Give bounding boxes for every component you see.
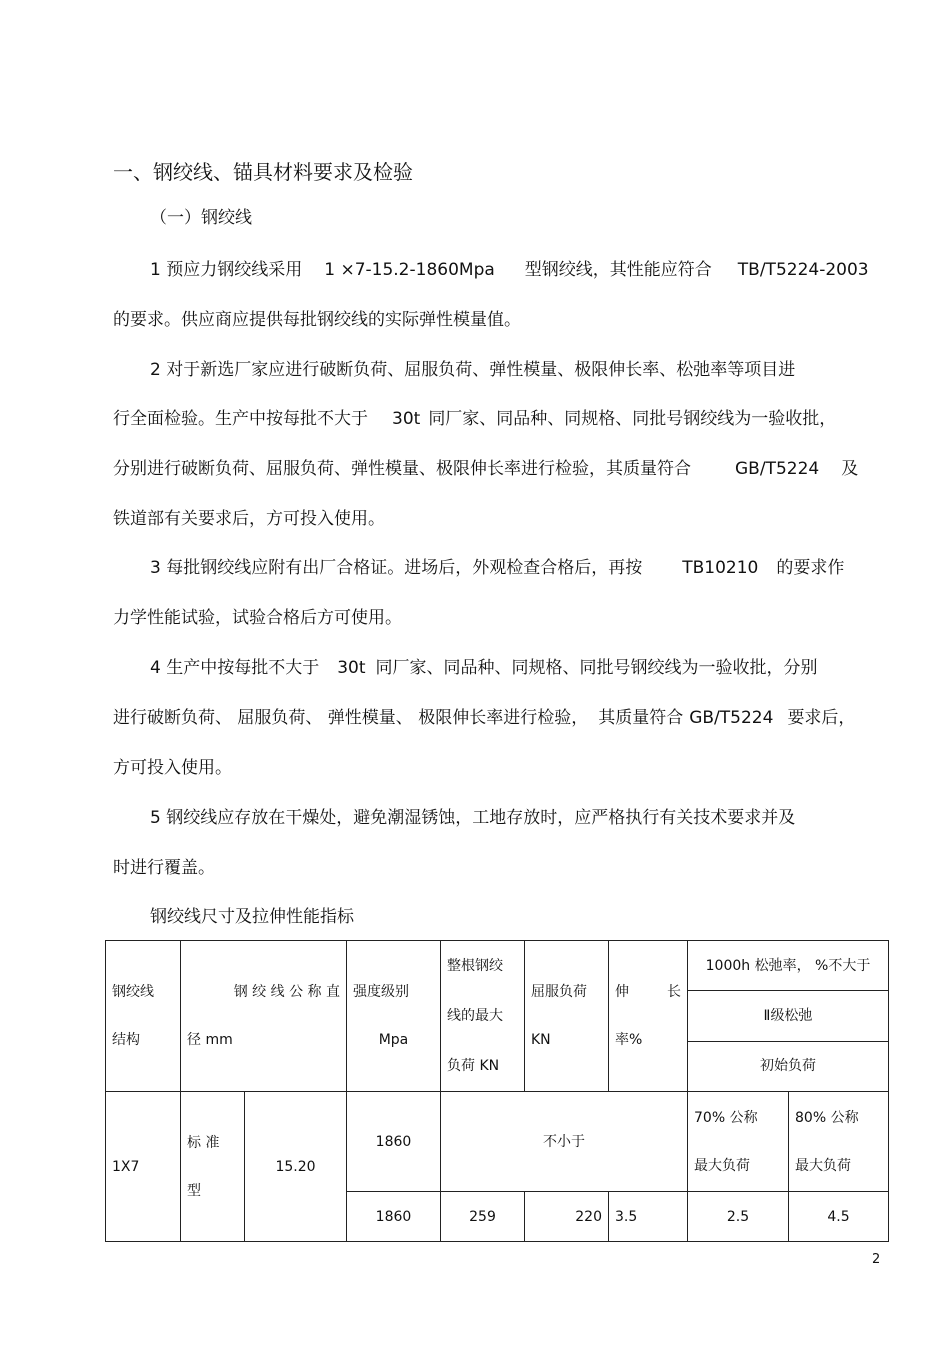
- text: Mpa: [378, 1032, 409, 1048]
- text: 其质量符合: [598, 708, 684, 728]
- cell-grade: 1860: [347, 1092, 441, 1192]
- text: 分别进行破断负荷、屈服负荷、弹性模量、极限伸长率进行检验，其质量符合: [113, 459, 691, 479]
- header-relaxation-class: Ⅱ级松弛: [688, 991, 889, 1041]
- paragraph-1-line-1: [150, 260, 869, 280]
- paragraph-3-line-2: 力学性能试验，试验合格后方可使用。: [113, 608, 402, 628]
- paragraph-2-line-1: 2 对于新选厂家应进行破断负荷、屈服负荷、弹性模量、极限伸长率、松弛率等项目进: [150, 360, 796, 380]
- text: 标 准: [187, 1134, 220, 1151]
- header-relaxation: 1000h 松弛率， %不大于: [688, 941, 889, 991]
- header-yield-load: [525, 941, 609, 1092]
- value-max-load: 259: [441, 1192, 525, 1242]
- header-grade: [347, 941, 441, 1092]
- paragraph-5-line-1: 5 钢绞线应存放在干燥处，避免潮湿锈蚀，工地存放时，应严格执行有关技术要求并及: [150, 808, 796, 828]
- text: 30t: [392, 409, 421, 429]
- text: 进行破断负荷、 屈服负荷、 弹性模量、 极限伸长率进行检验，: [113, 708, 589, 728]
- header-structure: [106, 941, 181, 1092]
- paragraph-3-line-1: [150, 558, 844, 578]
- paragraph-4-line-3: 方可投入使用。: [113, 758, 232, 778]
- text: 要求后，: [787, 708, 856, 728]
- text: 整根钢绞: [447, 958, 503, 974]
- text: 及: [841, 459, 859, 479]
- paragraph-2-line-4: 铁道部有关要求后，方可投入使用。: [113, 509, 385, 529]
- paragraph-1-line-2: 的要求。供应商应提供每批钢绞线的实际弹性模量值。: [113, 310, 521, 330]
- paragraph-4-line-1: [150, 658, 818, 678]
- section-heading: 一、钢绞线、锚具材料要求及检验: [113, 160, 413, 184]
- text: 同厂家、同品种、同规格、同批号钢绞线为一验收批，: [428, 409, 837, 429]
- text: GB/T5224: [689, 708, 774, 728]
- text: 最大负荷: [694, 1157, 750, 1174]
- header-initial-load: 初始负荷: [688, 1041, 889, 1091]
- spec-table: [105, 940, 889, 1242]
- text: 屈服负荷: [531, 984, 587, 1000]
- text: 结构: [112, 1032, 140, 1048]
- cell-type: [181, 1092, 245, 1242]
- cell-not-less-than: 不小于: [441, 1092, 688, 1192]
- table-caption: 钢绞线尺寸及拉伸性能指标: [150, 907, 354, 927]
- header-max-load: [441, 941, 525, 1092]
- value-relax-70: 2.5: [688, 1192, 789, 1242]
- text: 率%: [615, 1032, 643, 1048]
- cell-70-percent: [688, 1092, 789, 1192]
- text: 80% 公称: [795, 1109, 859, 1126]
- text: 同厂家、同品种、同规格、同批号钢绞线为一验收批，分别: [375, 658, 818, 678]
- text: 型: [187, 1182, 201, 1199]
- paragraph-2-line-2: [113, 409, 836, 429]
- value-elongation: 3.5: [609, 1192, 688, 1242]
- text: KN: [531, 1032, 551, 1048]
- text: 长: [667, 984, 681, 1000]
- text: 行全面检验。生产中按每批不大于: [113, 409, 368, 429]
- cell-diameter: 15.20: [245, 1092, 347, 1242]
- value-yield-load: 220: [525, 1192, 609, 1242]
- text: TB10210: [682, 558, 759, 578]
- text: 型钢绞线，其性能应符合: [524, 260, 712, 280]
- subsection-heading: （一）钢绞线: [150, 208, 252, 228]
- value-grade: 1860: [347, 1192, 441, 1242]
- text: 钢 绞 线 公 称 直: [233, 984, 340, 1000]
- text: 负荷 KN: [447, 1058, 500, 1074]
- page-number: 2: [872, 1252, 881, 1267]
- header-elongation: [609, 941, 688, 1092]
- text: 1 预应力钢绞线采用: [150, 260, 303, 280]
- header-diameter: [181, 941, 347, 1092]
- text: 1 ×7-15.2-1860Mpa: [324, 260, 495, 280]
- text: 强度级别: [353, 984, 409, 1000]
- text: TB/T5224-2003: [737, 260, 869, 280]
- paragraph-2-line-3: [113, 459, 858, 479]
- text: 4 生产中按每批不大于: [150, 658, 320, 678]
- text: 钢绞线: [112, 984, 154, 1000]
- value-relax-80: 4.5: [789, 1192, 889, 1242]
- text: 的要求作: [776, 558, 845, 578]
- text: 70% 公称: [694, 1109, 758, 1126]
- text: 径 mm: [187, 1032, 233, 1048]
- cell-80-percent: [789, 1092, 889, 1192]
- cell-structure: 1X7: [106, 1092, 181, 1242]
- text: GB/T5224: [735, 459, 820, 479]
- text: 线的最大: [447, 1008, 503, 1024]
- text: 伸: [615, 984, 629, 1000]
- text: 3 每批钢绞线应附有出厂合格证。进场后，外观检查合格后，再按: [150, 558, 643, 578]
- paragraph-5-line-2: 时进行覆盖。: [113, 858, 215, 878]
- text: 30t: [337, 658, 366, 678]
- paragraph-4-line-2: [113, 708, 855, 728]
- text: 最大负荷: [795, 1157, 851, 1174]
